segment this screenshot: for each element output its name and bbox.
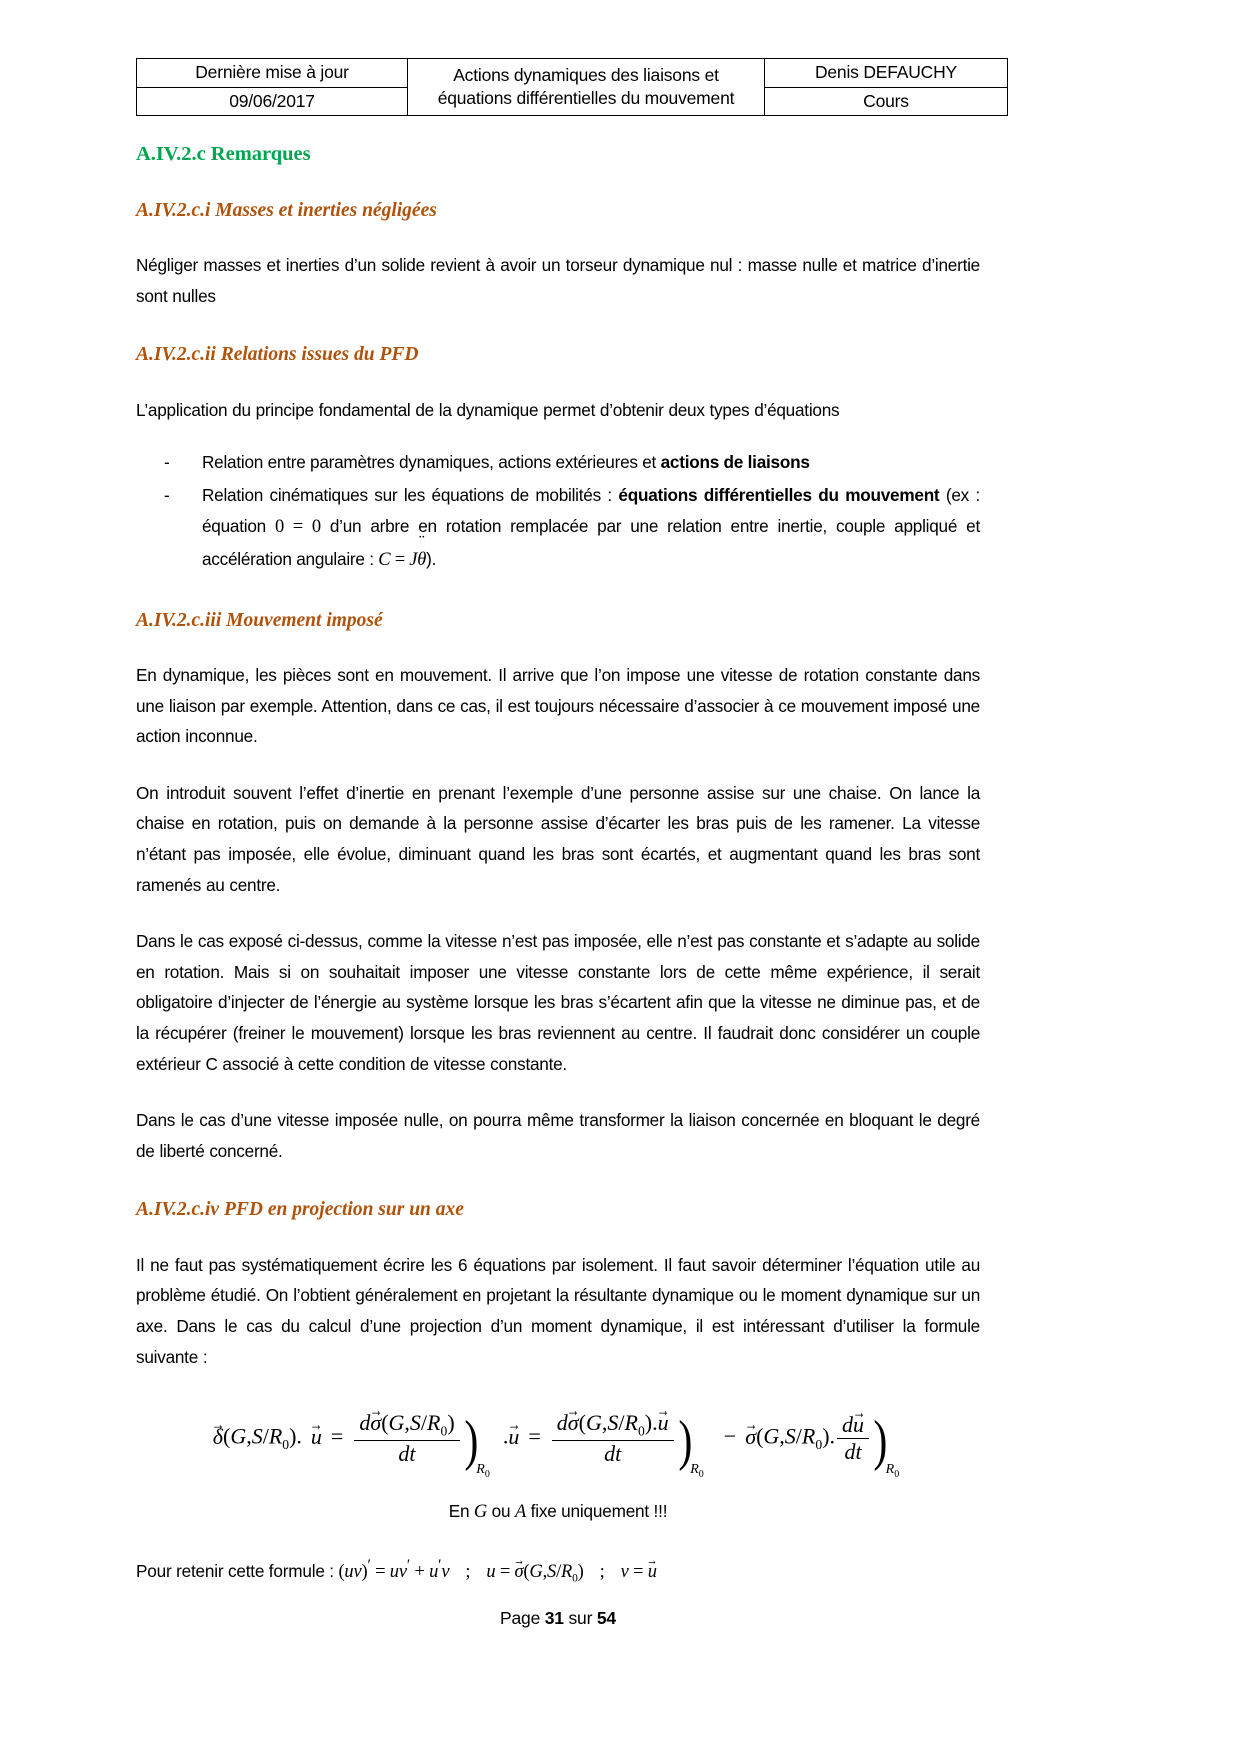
mnemonic-v-definition: v = u → [621,1562,657,1582]
section-heading-remarques: A.IV.2.c Remarques [136,143,311,166]
relations-list [136,447,980,576]
formula-fraction-1: $\frac{d\sigma \to(G,S/R_0)}{dt}$ [354,1412,459,1465]
document-title-line1: Actions dynamiques des liaisons et [453,64,719,85]
formula-expression: $\delta \to(G,S/R_0)$. u → = $\frac{d\sigma \to(G,S/R_0)}{dt}$ )$R_0.u$ → = $\frac{d\sigma \to(G,S/R_0).u \to}{dt}$ )$R_0- \sigma \to(G,S/R_0)$. $\frac{du \to}{dt}$ )$R_0$ [213,1412,903,1465]
paragraph-relations-pfd: L’application du principe fondamental de la dynamique permet d’obtenir deux types d’équations [136,399,840,420]
formula-closing-paren-3: ) [873,1409,888,1472]
page-footer [136,1608,980,1629]
list-item-text-tail-c: ). [426,548,437,569]
list-item-text-bold: équations différentielles du mouvement [618,485,940,506]
list-item-text-bold: actions de liaisons [660,452,810,473]
formula-closing-paren-2: ) [677,1409,692,1472]
inline-equation-zero-equals-zero: 0 = 0 [274,516,321,537]
page-content [136,58,980,1585]
paragraph-mouvement-impose-1: En dynamique, les pièces sont en mouvement. Il arrive que l’on impose une vitesse de rotation constante dans une liaison par exemple. Attention, dans ce cas, il est toujours nécessaire d’associer à ce mouvement imposé une action inconnue. [136,664,980,747]
subsection-heading-pfd-projection: A.IV.2.c.iv PFD en projection sur un axe [136,1199,464,1221]
displayed-formula-moment-dynamique [136,1409,980,1480]
header-cell-last-update-label: Dernière mise à jour [137,59,408,88]
header-cell-document-title [408,59,765,116]
list-bullet-dash: - [164,452,170,473]
header-cell-last-update-date: 09/06/2017 [137,87,408,116]
footer-page-prefix: Page [500,1608,545,1628]
mnemonic-separator-2: ; [599,1562,605,1583]
list-bullet-dash: - [164,485,170,506]
list-item-text-tail-b: d’un arbre en rotation remplacée par une relation entre inertie, couple appliqué et accélération angulaire : [202,515,981,569]
subsection-heading-masses-inerties: A.IV.2.c.i Masses et inerties négligées [136,199,437,221]
paragraph-mouvement-impose-4: Dans le cas d’une vitesse imposée nulle, on pourra même transformer la liaison concernée en bloquant le degré de liberté concerné. [136,1110,980,1161]
paragraph-mouvement-impose-3: Dans le cas exposé ci-dessus, comme la vitesse n’est pas imposée, elle n’est pas constante et s’adapte au solide en rotation. Mais si on souhaitait imposer une vitesse constante lors de cette même expérience, il serait obligatoire d’injecter de l’énergie au système lorsque les bras s’écartent afin que la vitesse ne diminue pas, et de la récupérer (freiner le mouvement) lorsque les bras reviennent au centre. Il faudrait donc considérer un couple extérieur C associé à cette condition de vitesse constante. [136,931,980,1074]
header-row-top [137,59,1008,88]
document-header-table [136,58,1008,116]
inline-equation-couple-inertie: C = Jθ ¨ [378,550,426,570]
list-item-text-plain: Relation cinématiques sur les équations de mobilités : [202,485,619,506]
formula-frame-subscript-2: $R_0$ [690,1461,704,1480]
formula-fraction-2: $\frac{d\sigma \to(G,S/R_0).u \to}{dt}$ [552,1412,674,1465]
mnemonic-separator-1: ; [465,1562,471,1583]
formula-frame-subscript-3: $R_0$ [885,1461,900,1480]
subsection-heading-relations-pfd: A.IV.2.c.ii Relations issues du PFD [136,344,419,366]
note-point-G: G [473,1502,488,1523]
formula-note: En G ou A fixe uniquement !!! [448,1501,668,1523]
formula-closing-paren-1: ) [463,1409,478,1472]
document-title-line2: équations différentielles du mouvement [437,88,735,109]
mnemonic-u-definition: $u = \sigma \to(G,S/R_0)$ [486,1562,583,1582]
mnemonic-formula: (uv)′ = uv′ + u′v [338,1557,450,1583]
list-item-text-tail-a: (ex : équation [202,485,980,536]
formula-sigma-vector: σ → [745,1426,756,1448]
footer-page-total: 54 [596,1608,616,1628]
paragraph-pfd-projection: Il ne faut pas systématiquement écrire les 6 équations par isolement. Il faut savoir déterminer l’équation utile au problème étudié. On l’obtient généralement en projetant la résultante dynamique ou le moment dynamique sur un axe. Dans le cas du calcul d’une projection d’un moment dynamique, il est intéressant d’utiliser la formule suivante : [136,1254,980,1367]
list-item [136,480,980,576]
list-item-text-plain: Relation entre paramètres dynamiques, actions extérieures et [202,452,661,473]
mnemonic-label: Pour retenir cette formule : [136,1561,339,1582]
list-item [136,447,980,478]
header-cell-author: Denis DEFAUCHY [765,59,1008,88]
formula-fraction-3: $\frac{du \to}{dt}$ [837,1414,869,1463]
footer-page-number: 31 [544,1608,564,1628]
header-cell-doc-type: Cours [765,87,1008,116]
subsection-heading-mouvement-impose: A.IV.2.c.iii Mouvement imposé [136,609,383,631]
paragraph-mouvement-impose-2: On introduit souvent l’effet d’inertie en prenant l’exemple d’une personne assise sur une chaise. On lance la chaise en rotation, puis on demande à la personne assise d’écarter les bras puis de les ramener. La vitesse n’étant pas imposée, elle évolue, diminuant quand les bras sont écartés, et augmentant quand les bras sont ramenés au centre. [136,782,980,895]
formula-u-vector: u → [311,1426,322,1448]
footer-page-middle: sur [563,1608,597,1628]
paragraph-masses-inerties: Négliger masses et inerties d’un solide revient à avoir un torseur dynamique nul : masse nulle et matrice d’inertie sont nulles [136,255,980,306]
note-point-A: A [514,1502,527,1523]
formula-delta-vector: δ → [213,1426,223,1448]
mnemonic-line [136,1557,980,1585]
formula-frame-subscript-1: $R_0$ [476,1461,490,1480]
